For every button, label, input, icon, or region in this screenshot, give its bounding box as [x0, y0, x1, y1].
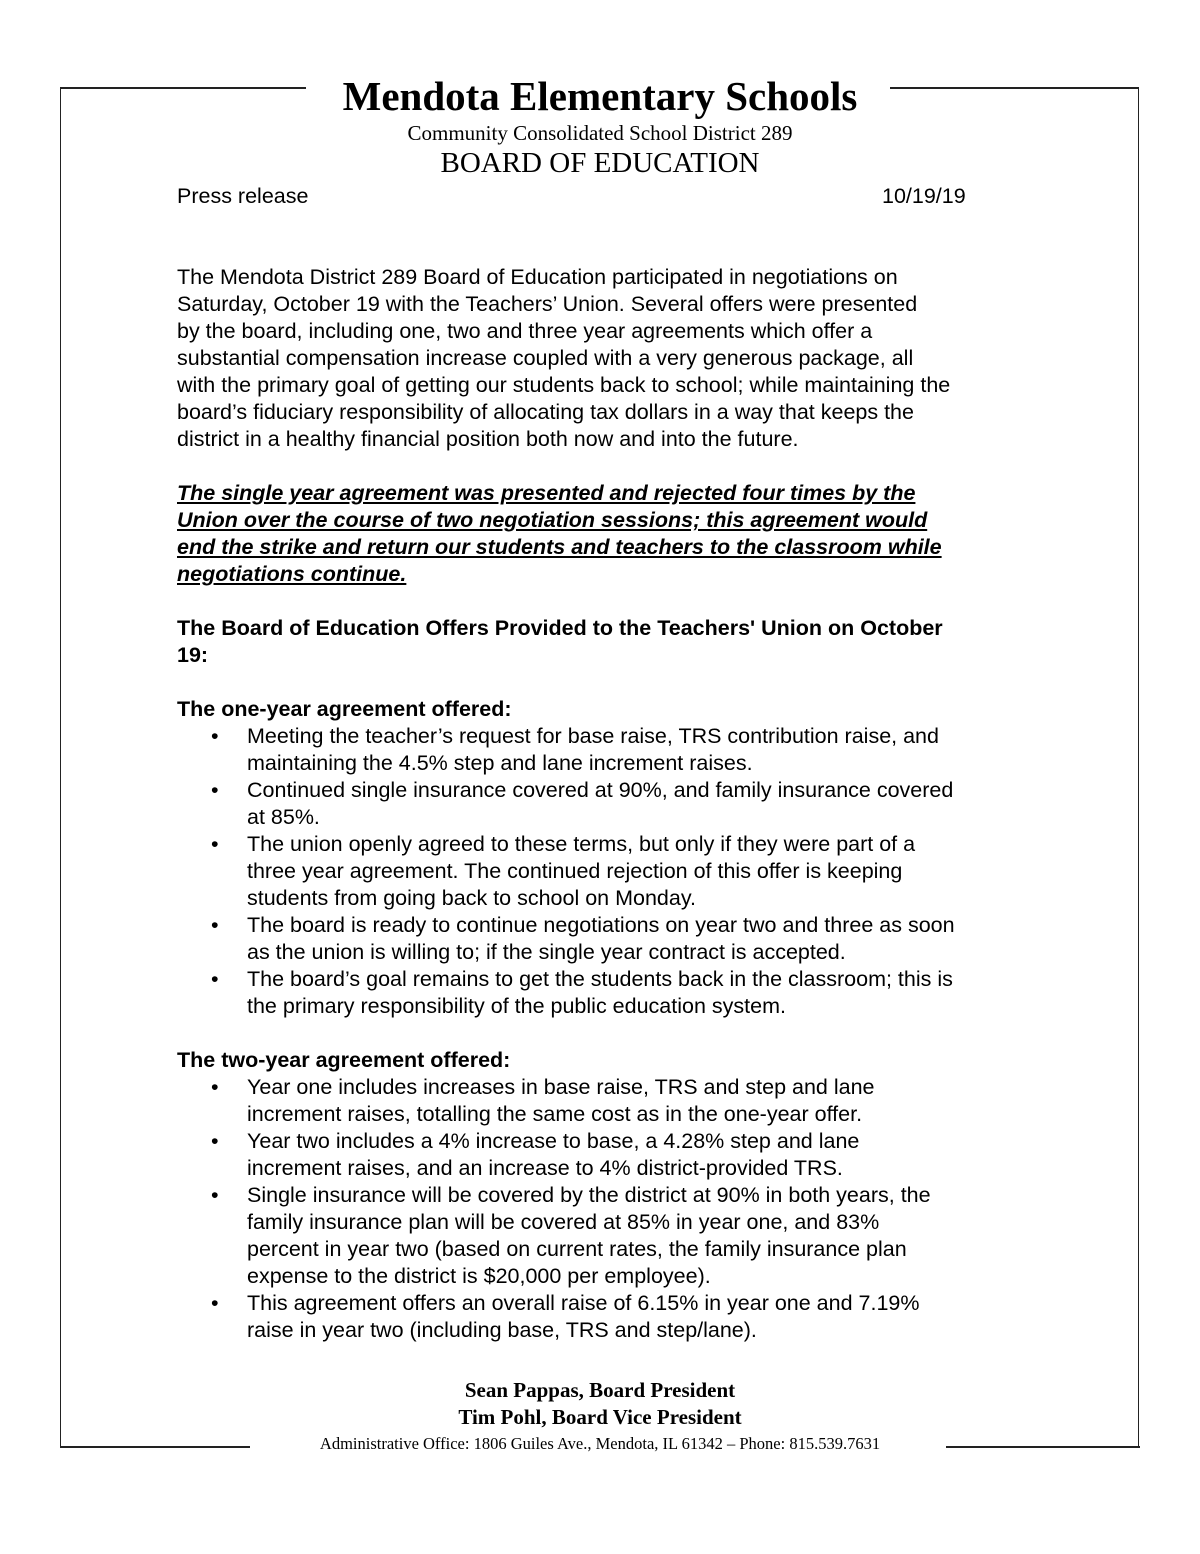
text-line: Year two includes a 4% increase to base, a 4.28% step and lane	[247, 1129, 860, 1153]
text-line: substantial compensation increase coupled with a very generous package, all	[177, 346, 914, 370]
list-item	[177, 1128, 1077, 1182]
text-line: at 85%.	[247, 805, 320, 829]
text-line: Meeting the teacher’s request for base raise, TRS contribution raise, and	[247, 724, 939, 748]
text-line: The Mendota District 289 Board of Education participated in negotiations on	[177, 265, 898, 289]
text-line: percent in year two (based on current rates, the family insurance plan	[247, 1237, 907, 1261]
bullet-icon: •	[211, 832, 219, 856]
signature-vice-president: Tim Pohl, Board Vice President	[458, 1405, 742, 1429]
letterhead-board: BOARD OF EDUCATION	[440, 147, 760, 179]
list-item	[177, 831, 1077, 912]
text-line: negotiations continue.	[177, 562, 407, 586]
list-item	[177, 777, 1077, 831]
bullet-icon: •	[211, 913, 219, 937]
text-line: The board’s goal remains to get the students back in the classroom; this is	[247, 967, 953, 991]
text-line: Saturday, October 19 with the Teachers’ Union. Several offers were presented	[177, 292, 918, 316]
two-year-heading: The two-year agreement offered:	[177, 1048, 511, 1072]
list-item	[177, 723, 1077, 777]
emphasis-paragraph	[177, 480, 1077, 588]
signature-president: Sean Pappas, Board President	[464, 1378, 736, 1402]
text-line: increment raises, and an increase to 4% district-provided TRS.	[247, 1156, 843, 1180]
text-line: This agreement offers an overall raise of 6.15% in year one and 7.19%	[247, 1291, 920, 1315]
text-line: raise in year two (including base, TRS and step/lane).	[247, 1318, 757, 1342]
letterhead-title: Mendota Elementary Schools	[342, 73, 858, 119]
bullet-icon: •	[211, 724, 219, 748]
intro-paragraph	[177, 264, 1077, 453]
text-line: The board is ready to continue negotiations on year two and three as soon	[247, 913, 955, 937]
text-line: The single year agreement was presented and rejected four times by the	[177, 481, 916, 505]
text-line: the primary responsibility of the public education system.	[247, 994, 786, 1018]
list-item	[177, 912, 1077, 966]
text-line: Single insurance will be covered by the district at 90% in both years, the	[247, 1183, 931, 1207]
one-year-heading: The one-year agreement offered:	[177, 697, 512, 721]
offers-heading	[177, 615, 1077, 669]
bullet-icon: •	[211, 1183, 219, 1207]
frame-left-rule	[60, 87, 61, 1448]
text-line: The union openly agreed to these terms, but only if they were part of a	[247, 832, 916, 856]
text-line: increment raises, totalling the same cost as in the one-year offer.	[247, 1102, 863, 1126]
text-line: as the union is willing to; if the single year contract is accepted.	[247, 940, 846, 964]
text-line: Union over the course of two negotiation sessions; this agreement would	[177, 508, 928, 532]
bullet-icon: •	[211, 1291, 219, 1315]
text-line: maintaining the 4.5% step and lane increment raises.	[247, 751, 753, 775]
list-item	[177, 1182, 1077, 1290]
one-year-bullet-list	[177, 723, 1077, 1020]
text-line: end the strike and return our students and teachers to the classroom while	[177, 535, 942, 559]
letterhead-subtitle: Community Consolidated School District 289	[407, 121, 793, 145]
release-date: 10/19/19	[882, 184, 966, 208]
document-body	[177, 264, 1077, 1344]
text-line: family insurance plan will be covered at 85% in year one, and 83%	[247, 1210, 880, 1234]
list-item	[177, 1074, 1077, 1128]
frame-right-rule	[1138, 87, 1139, 1448]
footer-contact: Administrative Office: 1806 Guiles Ave., Mendota, IL 61342 – Phone: 815.539.7631	[319, 1434, 881, 1453]
list-item	[177, 966, 1077, 1020]
text-line: three year agreement. The continued rejection of this offer is keeping	[247, 859, 903, 883]
text-line: students from going back to school on Monday.	[247, 886, 696, 910]
text-line: 19:	[177, 643, 209, 667]
text-line: board’s fiduciary responsibility of allocating tax dollars in a way that keeps the	[177, 400, 914, 424]
bullet-icon: •	[211, 1075, 219, 1099]
text-line: Continued single insurance covered at 90%, and family insurance covered	[247, 778, 954, 802]
text-line: expense to the district is $20,000 per employee).	[247, 1264, 711, 1288]
text-line: Year one includes increases in base raise, TRS and step and lane	[247, 1075, 875, 1099]
list-item	[177, 1290, 1077, 1344]
text-line: with the primary goal of getting our students back to school; while maintaining the	[177, 373, 951, 397]
two-year-bullet-list	[177, 1074, 1077, 1344]
bullet-icon: •	[211, 967, 219, 991]
text-line: The Board of Education Offers Provided to the Teachers' Union on October	[177, 616, 943, 640]
bullet-icon: •	[211, 778, 219, 802]
document-type-label: Press release	[177, 184, 309, 208]
bullet-icon: •	[211, 1129, 219, 1153]
text-line: by the board, including one, two and three year agreements which offer a	[177, 319, 873, 343]
text-line: district in a healthy financial position both now and into the future.	[177, 427, 799, 451]
